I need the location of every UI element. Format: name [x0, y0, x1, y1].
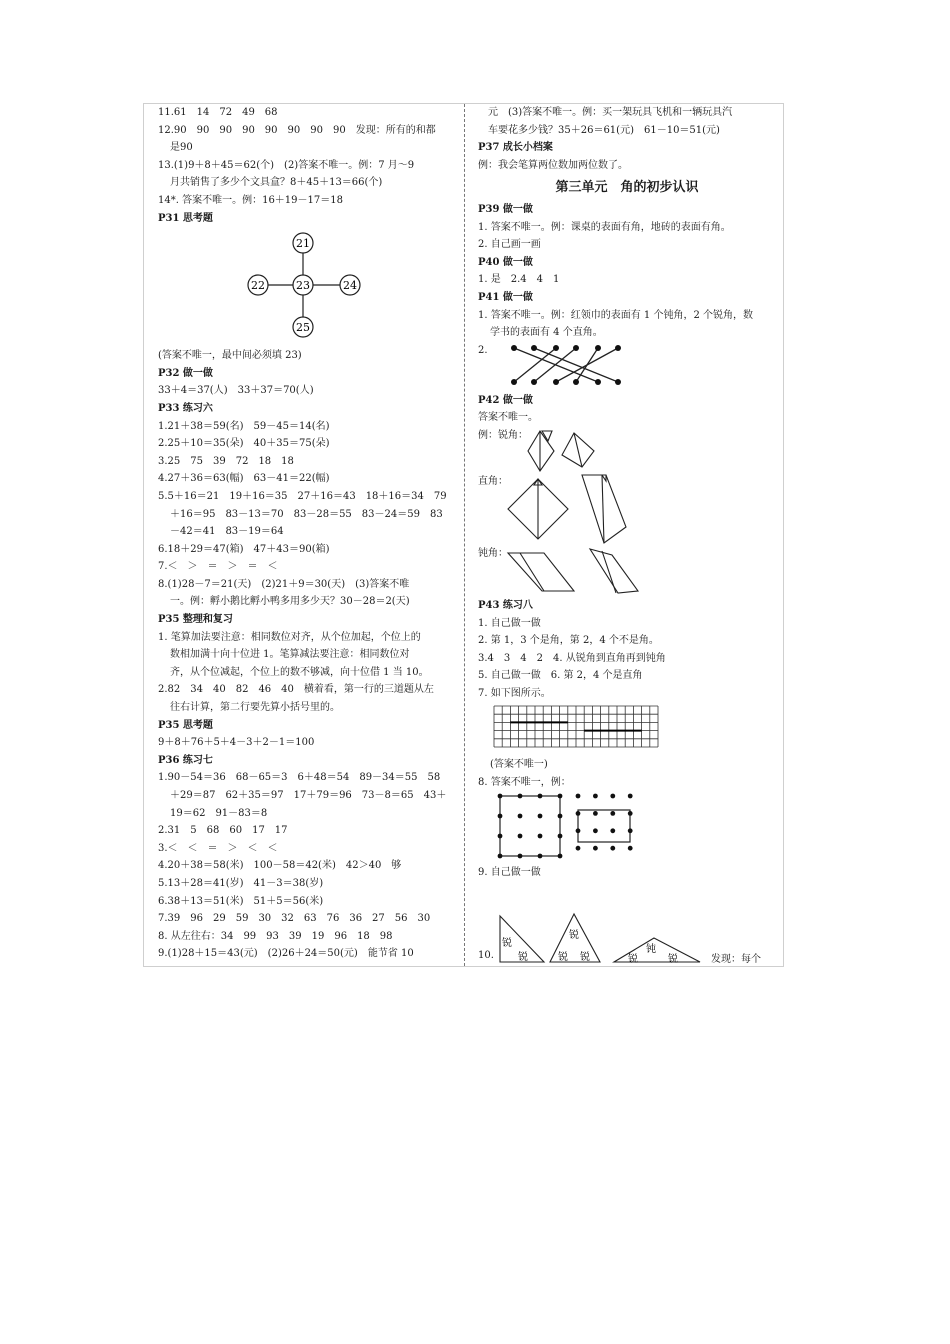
grid-dot [498, 813, 503, 818]
triangle-row [144, 912, 783, 966]
tri-label: 锐 [518, 952, 528, 963]
grid-dot [518, 793, 523, 798]
dot-grid [478, 792, 776, 864]
answer-line: 月共销售了多少个文具盒？8＋45＋13＝66(个) [170, 177, 383, 189]
grid-dot [558, 853, 563, 858]
column-divider [464, 104, 465, 966]
answer-line: 7.＜ ＞ ＝ ＞ ＝ ＜ [158, 561, 278, 573]
grid-dot [498, 853, 503, 858]
obtuse-label: 钝角： [478, 547, 508, 559]
answer-line: 14*. 答案不唯一。例：16＋19－17＝18 [158, 194, 343, 206]
tri-label: 锐 [569, 930, 579, 941]
grid-dot [558, 793, 563, 798]
grid-dot [538, 793, 543, 798]
answer-line: 发现：每个 [711, 954, 761, 965]
grid-dot [628, 828, 633, 833]
answer-line: 9. 自己做一做 [478, 866, 541, 878]
answer-page [143, 103, 784, 967]
matching-figure [478, 342, 776, 392]
answer-line: 8. 从左往右：34 99 93 39 19 96 18 98 [158, 930, 393, 942]
answer-line: (答案不唯一，最中间必须填 23) [158, 350, 302, 362]
node-bottom: 25 [296, 321, 310, 335]
tri-label: 锐 [558, 952, 568, 963]
grid-dot [498, 833, 503, 838]
right-column [478, 104, 776, 881]
tri-label: 锐 [502, 938, 512, 949]
cross-number-diagram [158, 227, 458, 347]
answer-line: ＋16＝95 83－13＝70 83－28＝55 83－24＝59 83 [170, 508, 443, 520]
answer-line: 1. 自己做一做 [478, 617, 541, 629]
grid-dot [518, 833, 523, 838]
answer-line: 6.18＋29＝47(箱) 47＋43＝90(箱) [158, 543, 330, 555]
acute-label: 例：锐角： [478, 429, 528, 441]
answer-line: 1. 答案不唯一。例：课桌的表面有角，地砖的表面有角。 [478, 221, 731, 233]
answer-line: 元 (3)答案不唯一。例：买一架玩具飞机和一辆玩具汽 [488, 107, 733, 118]
answer-line: 3.＜ ＜ ＝ ＞ ＜ ＜ [158, 842, 278, 854]
answer-line: 33＋4＝37(人) 33＋37＝70(人) [158, 385, 314, 397]
right-angle-figure [478, 473, 776, 545]
answer-line: 1.90－54＝36 68－65＝3 6＋48＝54 89－34＝55 58 [158, 772, 441, 784]
grid-figure [478, 702, 776, 756]
answer-line: －42＝41 83－19＝64 [170, 526, 284, 538]
section-heading: P43 练习八 [478, 599, 533, 611]
section-heading: P35 整理和复习 [158, 614, 233, 626]
grid-dot [628, 811, 633, 816]
answer-line: 车要花多少钱？35＋26＝61(元) 61－10＝51(元) [488, 124, 720, 136]
section-heading: P39 做一做 [478, 203, 533, 215]
answer-line: 是90 [170, 142, 193, 154]
node-center: 23 [296, 279, 310, 293]
node-right: 24 [343, 279, 357, 293]
grid-dot [576, 845, 581, 850]
answer-line: 5.5＋16＝21 19＋16＝35 27＋16＝43 18＋16＝34 79 [158, 490, 447, 502]
grid-dot [593, 828, 598, 833]
tri-label: 钝 [646, 944, 656, 955]
section-heading: P32 做一做 [158, 367, 213, 379]
section-heading: P33 练习六 [158, 402, 213, 414]
answer-line: 3.4 3 4 2 4. 从锐角到直角再到钝角 [478, 652, 666, 664]
grid-dot [593, 845, 598, 850]
grid-dot [593, 793, 598, 798]
answer-line: 6.38＋13＝51(米) 51＋5＝56(米) [158, 895, 324, 907]
answer-line: 5. 自己做一做 6. 第 2，4 个是直角 [478, 670, 643, 682]
answer-line: 齐，从个位减起，个位上的数不够减，向十位借 1 当 10。 [170, 666, 429, 678]
acute-angle-figure [478, 427, 776, 473]
grid-dot [628, 793, 633, 798]
answer-line: 4.20＋38＝58(米) 100－58＝42(米) 42＞40 够 [158, 860, 402, 872]
answer-line: ＋29＝87 62＋35＝97 17＋79＝96 73－8＝65 43＋ [170, 790, 447, 801]
grid-dot [576, 793, 581, 798]
answer-line: 1. 是 2.4 4 1 [478, 274, 560, 286]
answer-line: 一。例：孵小鹅比孵小鸭多用多少天？30－28＝2(天) [170, 596, 410, 608]
grid-dot [593, 811, 598, 816]
answer-line: (答案不唯一) [490, 759, 548, 771]
answer-line: 1.21＋38＝59(名) 59－45＝14(名) [158, 420, 330, 432]
answer-line: 11.61 14 72 49 68 [158, 107, 278, 118]
grid-dot [576, 828, 581, 833]
item-number: 2. [478, 344, 488, 356]
answer-line: 2.25＋10＝35(朵) 40＋35＝75(朵) [158, 438, 330, 450]
answer-line: 7. 如下图所示。 [478, 687, 551, 699]
section-heading: P37 成长小档案 [478, 142, 553, 154]
answer-line: 答案不唯一。 [478, 412, 538, 424]
tri-label: 锐 [628, 954, 638, 965]
grid-dot [538, 813, 543, 818]
obtuse-angle-figure [478, 545, 776, 597]
answer-line: 2.82 34 40 82 46 40 横着看，第一行的三道题从左 [158, 684, 434, 696]
section-heading: P31 思考题 [158, 212, 213, 224]
answer-line: 9.(1)28＋15＝43(元) (2)26＋24＝50(元) 能节省 10 [158, 948, 414, 960]
answer-line: 学书的表面有 4 个直角。 [490, 327, 603, 339]
answer-line: 19＝62 91－83＝8 [170, 807, 268, 819]
answer-line: 13.(1)9＋8＋45＝62(个) (2)答案不唯一。例：7 月～9 [158, 159, 415, 171]
answer-line: 7.39 96 29 59 30 32 63 76 36 27 56 30 [158, 913, 431, 925]
square-grid [478, 702, 776, 756]
answer-line: 5.13＋28＝41(岁) 41－3＝38(岁) [158, 877, 324, 889]
dot-grid-figure [478, 792, 776, 864]
grid-dot [610, 828, 615, 833]
grid-dot [538, 853, 543, 858]
tri-label: 锐 [668, 954, 678, 965]
grid-dot [558, 833, 563, 838]
answer-line: 1. 笔算加法要注意：相同数位对齐，从个位加起，个位上的 [158, 631, 421, 643]
grid-dot [558, 813, 563, 818]
answer-line: 2. 第 1，3 个是角，第 2，4 个不是角。 [478, 635, 659, 647]
grid-dot [610, 793, 615, 798]
section-heading: P40 做一做 [478, 256, 533, 268]
answer-line: 3.25 75 39 72 18 18 [158, 455, 294, 467]
answer-line: 例：我会笔算两位数加两位数了。 [478, 159, 628, 171]
answer-line: 9＋8＋76＋5＋4－3＋2－1＝100 [158, 737, 315, 749]
grid-dot [538, 833, 543, 838]
node-left: 22 [251, 279, 265, 293]
answer-line: 数相加满十向十位进 1。笔算减法要注意：相同数位对 [170, 649, 410, 661]
unit-title: 第三单元 角的初步认识 [555, 180, 699, 196]
item-number: 10. [478, 950, 494, 961]
answer-line: 2.31 5 68 60 17 17 [158, 825, 288, 837]
left-column [158, 104, 458, 963]
answer-line: 8.(1)28－7＝21(天) (2)21＋9＝30(天) (3)答案不唯 [158, 578, 410, 590]
section-heading: P42 做一做 [478, 394, 533, 406]
answer-line: 8. 答案不唯一，例： [478, 777, 571, 789]
answer-line: 1. 答案不唯一。例：红领巾的表面有 1 个钝角，2 个锐角，数 [478, 309, 753, 321]
grid-dot [610, 845, 615, 850]
answer-line: 4.27＋36＝63(幅) 63－41＝22(幅) [158, 473, 330, 485]
grid-dot [610, 811, 615, 816]
node-top: 21 [296, 237, 310, 251]
section-heading: P36 练习七 [158, 754, 213, 766]
answer-line: 12.90 90 90 90 90 90 90 90 发现：所有的和都 [158, 124, 436, 136]
grid-dot [518, 813, 523, 818]
answer-line: 往右计算，第二行要先算小括号里的。 [170, 702, 340, 714]
answer-line: 2. 自己画一画 [478, 239, 541, 251]
grid-dot [576, 811, 581, 816]
grid-dot [628, 845, 633, 850]
right-label: 直角： [478, 475, 508, 487]
grid-dot [518, 853, 523, 858]
section-heading: P35 思考题 [158, 719, 213, 731]
section-heading: P41 做一做 [478, 291, 533, 303]
grid-dot [498, 793, 503, 798]
tri-label: 锐 [580, 952, 590, 963]
